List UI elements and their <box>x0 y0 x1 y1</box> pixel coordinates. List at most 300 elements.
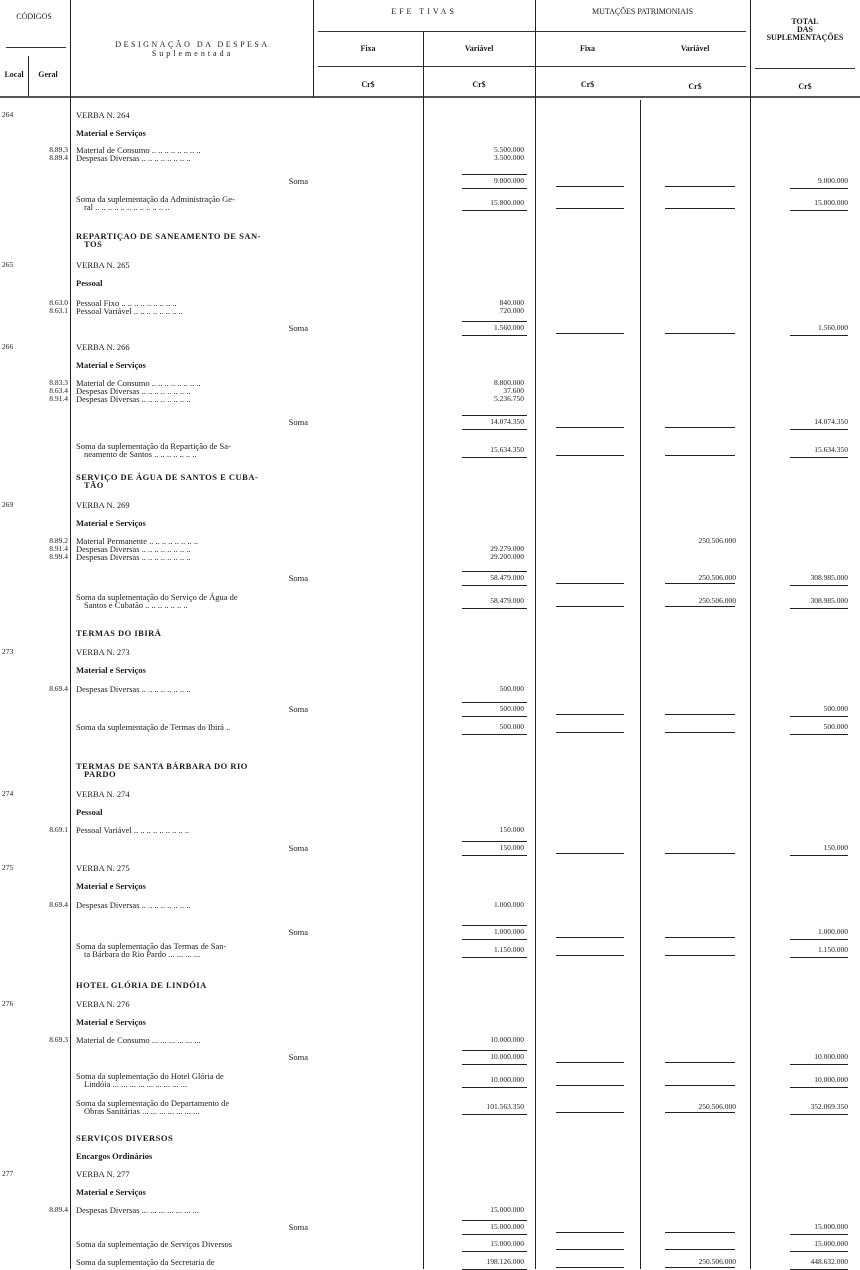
designation <box>76 981 308 989</box>
sum-rule <box>556 455 624 456</box>
designation-line: TOS <box>84 239 103 249</box>
table-row <box>0 261 860 271</box>
value-efetivas-variavel: 1.150.000 <box>494 945 524 954</box>
currency-label: Cr$ <box>472 80 486 89</box>
designation-line: Material e Serviços <box>76 665 146 675</box>
designation <box>76 232 308 248</box>
designation <box>76 685 308 693</box>
designation <box>76 844 308 852</box>
table-row <box>0 844 860 854</box>
value-efetivas-variavel: 150.000 <box>499 825 524 834</box>
designation-line: Material de Consumo ... ... ... ... ... ... <box>76 1035 201 1045</box>
code-geral: 8.69.4 <box>49 684 68 693</box>
sum-rule <box>462 957 527 958</box>
designation-line: Soma <box>288 573 308 583</box>
sum-rule <box>462 585 527 586</box>
code-local: 266 <box>2 342 14 351</box>
designation-line: Soma da suplementação de Serviços Diversos <box>76 1239 233 1249</box>
sum-rule <box>556 186 624 187</box>
value-efetivas-variavel: 500.000 <box>499 684 524 693</box>
table-row <box>0 231 860 249</box>
sum-rule <box>790 1234 848 1235</box>
designation-line: Pessoal <box>76 278 103 288</box>
currency-label: Cr$ <box>798 82 812 91</box>
value-efetivas-variavel: 500.000 <box>499 722 524 731</box>
sum-rule <box>665 1267 735 1268</box>
sum-rule <box>462 716 527 717</box>
sum-rule <box>556 853 624 854</box>
table-row <box>0 790 860 800</box>
divider <box>318 66 746 67</box>
sum-rule <box>556 937 624 938</box>
value-mutacoes-variavel: 250.506.000 <box>698 536 736 545</box>
table-row <box>0 705 860 715</box>
designation <box>76 1152 308 1160</box>
sum-rule <box>462 1234 527 1235</box>
sum-rule <box>790 1087 848 1088</box>
value-efetivas-variavel: 720.000 <box>499 306 524 315</box>
sum-rule <box>462 174 527 175</box>
sum-rule <box>462 939 527 940</box>
value-total: 308.985.000 <box>810 596 848 605</box>
designation <box>76 1072 308 1088</box>
value-total: 1.150.000 <box>818 945 848 954</box>
sum-rule <box>665 1085 735 1086</box>
code-local: 264 <box>2 110 14 119</box>
designation-line: VERBA N. 265 <box>76 260 130 270</box>
table-row <box>0 723 860 733</box>
designation-line: Material Permanente .. .. .. .. .. .. .. .. <box>76 536 199 546</box>
sum-rule <box>665 208 735 209</box>
sum-rule <box>665 1112 735 1113</box>
value-mutacoes-variavel: 250.506.000 <box>698 596 736 605</box>
designation <box>76 666 308 674</box>
value-total: 500.000 <box>823 704 848 713</box>
designation <box>76 519 308 527</box>
designation-line: neamento de Santos .. .. .. .. .. .. .. <box>84 449 197 459</box>
table-row <box>0 307 860 317</box>
sum-rule <box>665 455 735 456</box>
table-row <box>0 666 860 676</box>
header-codigos: CÓDIGOS <box>16 12 52 21</box>
table-row <box>0 941 860 959</box>
designation-line: Pessoal Fixo .. .. .. .. .. .. .. .. .. <box>76 298 177 308</box>
header-efetivas-variavel: Variável <box>464 44 494 53</box>
value-efetivas-variavel: 1.000.000 <box>494 927 524 936</box>
code-local: 276 <box>2 999 14 1008</box>
header-mutacoes-fixa: Fixa <box>579 44 596 53</box>
sum-rule <box>790 1251 848 1252</box>
table-row <box>0 111 860 121</box>
sum-rule <box>665 1062 735 1063</box>
value-total: 10.000.000 <box>814 1075 848 1084</box>
designation <box>76 901 308 909</box>
sum-rule <box>665 186 735 187</box>
designation-line: Soma <box>288 417 308 427</box>
header-efetivas: EFE TIVAS <box>391 7 457 16</box>
divider <box>6 47 66 48</box>
designation-line: Soma <box>288 1222 308 1232</box>
table-row <box>0 1240 860 1250</box>
designation-line: Material e Serviços <box>76 881 146 891</box>
value-mutacoes-variavel: 250.506.000 <box>698 1257 736 1266</box>
value-efetivas-variavel: 10.000.000 <box>490 1075 524 1084</box>
designation-line: Material e Serviços <box>76 1017 146 1027</box>
designation <box>76 307 308 315</box>
sum-rule <box>462 841 527 842</box>
designation-line: Pessoal <box>76 807 103 817</box>
sum-rule <box>665 937 735 938</box>
sum-rule <box>462 1251 527 1252</box>
code-geral: 8.89.2 <box>49 536 68 545</box>
designation-line: VERBA N. 266 <box>76 342 130 352</box>
sum-rule <box>462 1220 527 1221</box>
value-efetivas-variavel: 29.200.000 <box>490 552 524 561</box>
sum-rule <box>462 429 527 430</box>
table-row <box>0 441 860 459</box>
sum-rule <box>556 955 624 956</box>
sum-rule <box>556 427 624 428</box>
sum-rule <box>462 855 527 856</box>
designation <box>76 1000 308 1008</box>
currency-label: Cr$ <box>361 80 375 89</box>
sum-rule <box>665 1232 735 1233</box>
designation-line: Soma da suplementação de Termas do Ibirá .. <box>76 722 231 732</box>
table-row <box>0 592 860 610</box>
value-efetivas-variavel: 840.000 <box>499 298 524 307</box>
designation <box>76 154 308 162</box>
code-geral: 8.91.4 <box>49 544 68 553</box>
value-efetivas-variavel: 1.560.000 <box>494 323 524 332</box>
designation <box>76 1170 308 1178</box>
designation-line: TERMAS DE SANTA BÁRBARA DO RIO <box>76 761 248 771</box>
table-row <box>0 1053 860 1063</box>
value-efetivas-variavel: 37.600 <box>503 386 524 395</box>
designation-line: Material e Serviços <box>76 360 146 370</box>
designation-line: VERBA N. 274 <box>76 789 130 799</box>
designation-line: Despesas Diversas .. .. .. .. .. .. .. .. <box>76 153 191 163</box>
value-efetivas-variavel: 15.000.000 <box>490 1222 524 1231</box>
designation <box>76 705 308 713</box>
table-row <box>0 361 860 371</box>
sum-rule <box>462 415 527 416</box>
designation <box>76 593 308 609</box>
sum-rule <box>556 1232 624 1233</box>
designation <box>76 1099 308 1115</box>
sum-rule <box>556 208 624 209</box>
designation-line: VERBA N. 276 <box>76 999 130 1009</box>
value-efetivas-variavel: 9.000.000 <box>494 176 524 185</box>
value-total: 15.800.000 <box>814 198 848 207</box>
sum-rule <box>665 714 735 715</box>
table-row <box>0 1223 860 1233</box>
table-row <box>0 1071 860 1089</box>
table-row <box>0 648 860 658</box>
value-efetivas-variavel: 198.126.000 <box>486 1257 524 1266</box>
value-total: 500.000 <box>823 722 848 731</box>
header-local: Local <box>4 70 24 79</box>
value-total: 352.069.350 <box>810 1102 848 1111</box>
value-total: 15.000.000 <box>814 1239 848 1248</box>
header-geral: Geral <box>38 70 58 79</box>
sum-rule <box>462 925 527 926</box>
sum-rule <box>556 606 624 607</box>
designation-line: Material e Serviços <box>76 1187 146 1197</box>
value-efetivas-variavel: 29.279.000 <box>490 544 524 553</box>
table-row <box>0 154 860 164</box>
designation-line: Material de Consumo .. .. .. .. .. .. .. .. <box>76 145 201 155</box>
value-total: 448.632.000 <box>810 1257 848 1266</box>
designation-line: VERBA N. 273 <box>76 647 130 657</box>
code-local: 273 <box>2 647 14 656</box>
designation-line: TÃO <box>84 480 104 490</box>
header-efetivas-fixa: Fixa <box>360 44 376 53</box>
table-row <box>0 981 860 991</box>
designation <box>76 261 308 269</box>
table-row <box>0 761 860 779</box>
table-row <box>0 1152 860 1162</box>
designation <box>76 1240 308 1248</box>
code-geral: 8.91.4 <box>49 394 68 403</box>
designation <box>76 195 308 211</box>
sum-rule <box>665 732 735 733</box>
code-geral: 8.89.4 <box>49 153 68 162</box>
table-row <box>0 343 860 353</box>
sum-rule <box>556 1062 624 1063</box>
designation-line: Soma da suplementação da Repartição de Sa- <box>76 441 231 451</box>
designation <box>76 1053 308 1061</box>
sum-rule <box>790 855 848 856</box>
sum-rule <box>665 1249 735 1250</box>
value-efetivas-variavel: 58.479.000 <box>490 573 524 582</box>
value-efetivas-variavel: 58.479.000 <box>490 596 524 605</box>
sum-rule <box>556 333 624 334</box>
designation-line: Despesas Diversas .. .. .. .. .. .. .. .. <box>76 394 191 404</box>
sum-rule <box>665 853 735 854</box>
sum-rule <box>790 734 848 735</box>
sum-rule <box>665 583 735 584</box>
table-row <box>0 1018 860 1028</box>
value-efetivas-variavel: 15.800.000 <box>490 198 524 207</box>
sum-rule <box>462 457 527 458</box>
designation <box>76 1258 308 1266</box>
sum-rule <box>790 335 848 336</box>
designation-line: SERVIÇO DE ÁGUA DE SANTOS E CUBA- <box>76 472 259 482</box>
value-efetivas-variavel: 15.000.000 <box>490 1239 524 1248</box>
sum-rule <box>790 210 848 211</box>
code-geral: 8.99.4 <box>49 552 68 561</box>
sum-rule <box>462 210 527 211</box>
column-line <box>28 56 29 96</box>
table-row <box>0 629 860 639</box>
sum-rule <box>790 1064 848 1065</box>
designation <box>76 111 308 119</box>
designation-line: Material e Serviços <box>76 128 146 138</box>
designation-line: Encargos Ordinários <box>76 1151 153 1161</box>
sum-rule <box>790 1114 848 1115</box>
designation-line: HOTEL GLÓRIA DE LINDÓIA <box>76 980 207 990</box>
value-efetivas-variavel: 101.563.350 <box>486 1102 524 1111</box>
code-geral: 8.89.4 <box>49 1205 68 1214</box>
designation <box>76 501 308 509</box>
table-row <box>0 501 860 511</box>
designation-line: VERBA N. 277 <box>76 1169 130 1179</box>
code-geral: 8.63.1 <box>49 306 68 315</box>
designation <box>76 1223 308 1231</box>
table-row <box>0 395 860 405</box>
table-row <box>0 685 860 695</box>
sum-rule <box>665 606 735 607</box>
table-row <box>0 1188 860 1198</box>
designation-line: Soma <box>288 927 308 937</box>
table-row <box>0 472 860 490</box>
code-local: 275 <box>2 863 14 872</box>
value-total: 1.560.000 <box>818 323 848 332</box>
sum-rule <box>665 427 735 428</box>
sum-rule <box>556 1249 624 1250</box>
sum-rule <box>556 1085 624 1086</box>
column-line <box>313 0 314 98</box>
sum-rule <box>556 1267 624 1268</box>
table-row <box>0 808 860 818</box>
value-efetivas-variavel: 10.000.000 <box>490 1052 524 1061</box>
sum-rule <box>462 1064 527 1065</box>
designation <box>76 928 308 936</box>
table-row <box>0 1000 860 1010</box>
designation-line: Soma da suplementação da Administração Ge- <box>76 194 235 204</box>
value-efetivas-variavel: 1.000.000 <box>494 900 524 909</box>
sum-rule <box>790 429 848 430</box>
sum-rule <box>462 702 527 703</box>
designation <box>76 942 308 958</box>
designation-line: Soma da suplementação do Serviço de Água de <box>76 592 238 602</box>
designation <box>76 762 308 778</box>
value-efetivas-variavel: 10.000.000 <box>490 1035 524 1044</box>
sum-rule <box>462 321 527 322</box>
table-row <box>0 519 860 529</box>
sum-rule <box>665 955 735 956</box>
table-row <box>0 882 860 892</box>
table-row <box>0 553 860 563</box>
sum-rule <box>790 608 848 609</box>
table-row <box>0 194 860 212</box>
designation <box>76 553 308 561</box>
table-row <box>0 574 860 584</box>
table-row <box>0 1134 860 1144</box>
value-total: 14.074.350 <box>814 417 848 426</box>
designation-line: ta Bárbara do Rio Pardo ... ... ... ... <box>84 949 201 959</box>
table-row <box>0 901 860 911</box>
table-row <box>0 177 860 187</box>
table-row <box>0 279 860 289</box>
value-efetivas-variavel: 15.634.350 <box>490 445 524 454</box>
designation <box>76 473 308 489</box>
designation <box>76 177 308 185</box>
value-efetivas-variavel: 14.074.350 <box>490 417 524 426</box>
header-bottom-rule <box>0 96 860 98</box>
sum-rule <box>462 1114 527 1115</box>
designation <box>76 395 308 403</box>
designation-line: Soma da suplementação do Hotel Glória de <box>76 1071 224 1081</box>
designation-line: Pessoal Variável .. .. .. .. .. .. .. .. <box>76 306 183 316</box>
table-row <box>0 1170 860 1180</box>
designation <box>76 418 308 426</box>
sum-rule <box>462 188 527 189</box>
table-row <box>0 1098 860 1116</box>
sum-rule <box>556 1112 624 1113</box>
sum-rule <box>790 957 848 958</box>
designation <box>76 723 308 731</box>
table-row <box>0 129 860 139</box>
code-local: 274 <box>2 789 14 798</box>
table-row <box>0 418 860 428</box>
sum-rule <box>790 457 848 458</box>
designation-line: Despesas Diversas .. .. .. .. .. .. .. .. <box>76 900 191 910</box>
designation <box>76 279 308 287</box>
designation <box>76 324 308 332</box>
table-row <box>0 1036 860 1046</box>
designation-line: Santos e Cubatão .. .. .. .. .. .. .. <box>84 600 188 610</box>
value-total: 308.985.000 <box>810 573 848 582</box>
designation <box>76 343 308 351</box>
designation <box>76 129 308 137</box>
sum-rule <box>790 939 848 940</box>
value-mutacoes-variavel: 250.506.000 <box>698 573 736 582</box>
designation <box>76 1018 308 1026</box>
code-geral: 8.83.3 <box>49 378 68 387</box>
designation <box>76 442 308 458</box>
designation-line: ral .. .. .. .. .. .. .. .. .. .. .. .. <box>84 202 170 212</box>
designation <box>76 882 308 890</box>
header-mutacoes-variavel: Variável <box>680 44 710 53</box>
designation-line: PARDO <box>84 769 117 779</box>
designation-line: VERBA N. 264 <box>76 110 130 120</box>
value-efetivas-variavel: 150.000 <box>499 843 524 852</box>
designation-line: SERVIÇOS DIVERSOS <box>76 1133 174 1143</box>
designation <box>76 1188 308 1196</box>
code-geral: 8.69.1 <box>49 825 68 834</box>
designation-line: Lindóia ... ... ... ... ... ... ... ... ... <box>84 1079 187 1089</box>
header-designacao: DESIGNAÇÃO DA DESPESA <box>115 40 270 49</box>
divider <box>318 31 746 32</box>
code-local: 277 <box>2 1169 14 1178</box>
sum-rule <box>556 583 624 584</box>
designation <box>76 1036 308 1044</box>
designation-line: Soma da suplementação do Departamento de <box>76 1098 230 1108</box>
designation-line: Despesas Diversas .. .. .. .. .. .. .. .. <box>76 544 191 554</box>
designation-line: REPARTIÇAO DE SANEAMENTO DE SAN- <box>76 231 261 241</box>
table-row <box>0 864 860 874</box>
sum-rule <box>790 585 848 586</box>
designation-line: Soma <box>288 704 308 714</box>
designation-line: Soma <box>288 1052 308 1062</box>
currency-label: Cr$ <box>580 80 595 89</box>
currency-label: Cr$ <box>688 82 702 91</box>
divider <box>755 68 855 69</box>
value-efetivas-variavel: 500.000 <box>499 704 524 713</box>
designation <box>76 629 308 637</box>
sum-rule <box>462 571 527 572</box>
designation <box>76 790 308 798</box>
designation-line: Despesas Diversas .. .. .. .. .. .. .. .. <box>76 552 191 562</box>
value-efetivas-variavel: 15.000.000 <box>490 1205 524 1214</box>
sum-rule <box>462 335 527 336</box>
code-geral: 8.69.3 <box>49 1035 68 1044</box>
designation-line: Pessoal Variável .. .. .. .. .. .. .. .. .. <box>76 825 190 835</box>
code-geral: 8.63.0 <box>49 298 68 307</box>
code-local: 265 <box>2 260 14 269</box>
designation-line: TERMAS DO IBIRÁ <box>76 628 162 638</box>
